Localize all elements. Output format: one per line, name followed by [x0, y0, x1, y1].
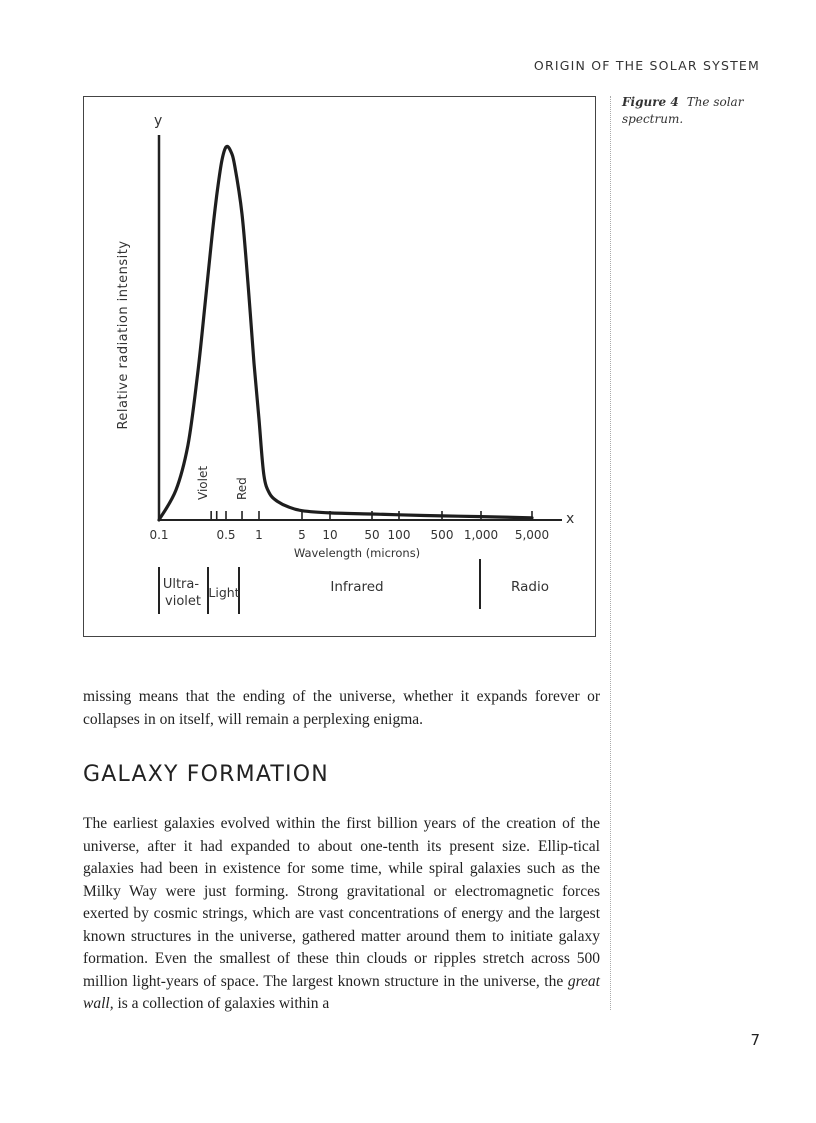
solar-spectrum-chart — [84, 97, 597, 638]
x-tick-label: 100 — [387, 528, 411, 542]
x-tick-label: 1,000 — [463, 528, 499, 542]
region-label-ultraviolet — [163, 577, 203, 609]
figure-frame — [83, 96, 596, 637]
x-tick-label: 0.5 — [216, 528, 236, 542]
figure-label: Figure 4 — [622, 95, 679, 109]
paragraph: missing means that the ending of the universe, whether it expands forever or collapses in on itself, will remain a perplexing enigma. — [83, 688, 600, 728]
x-tick-label: 500 — [430, 528, 454, 542]
x-axis-label: Wavelength (microns) — [293, 546, 421, 560]
x-tick-label: 50 — [364, 528, 380, 542]
x-tick-label: 10 — [322, 528, 338, 542]
x-tick-labels — [149, 528, 549, 542]
region-label-infrared: Infrared — [330, 579, 384, 595]
margin-rule — [610, 96, 611, 1010]
y-axis-letter: y — [154, 113, 163, 129]
x-tick-label: 5 — [298, 528, 306, 542]
x-tick-label: 0.1 — [149, 528, 169, 542]
band-label-red: Red — [235, 477, 249, 500]
band-label-violet: Violet — [196, 465, 210, 500]
x-axis-letter: x — [566, 511, 575, 527]
paragraph-text: The earliest galaxies evolved within the first billion years of the creation of the universe, after it had expanded to about one-tenth its present size. Ellip-tical galaxies had been in existence for some time, while spiral galaxies such as the Milky Way were just forming. Strong gravitational or electromagnetic forces exerted by cosmic strings, which are vast concentrations of energy and the largest known structures in the universe, gathered matter around them to initiate galaxy formation. Even the smallest of these thin clouds or ripples stretch across 500 million light-years of space. The largest known structure in the universe, the — [83, 815, 600, 990]
figure-caption-text: The solar spectrum. — [622, 95, 744, 126]
x-tick-label: 1 — [255, 528, 263, 542]
region-label-light: Light — [208, 585, 240, 600]
x-tick-label: 5,000 — [514, 528, 550, 542]
figure-caption — [622, 94, 762, 128]
running-head: ORIGIN OF THE SOLAR SYSTEM — [533, 58, 760, 73]
paragraph-text: is a collection of galaxies within a — [113, 995, 330, 1012]
region-label-ultraviolet-line1: Ultra- — [162, 577, 200, 592]
region-label-radio: Radio — [511, 579, 549, 595]
section-heading: GALAXY FORMATION — [83, 762, 329, 787]
y-axis-label: Relative radiation intensity — [116, 240, 131, 430]
emphasis-great-wall: great wall, — [83, 972, 600, 1012]
region-label-ultraviolet-line2: violet — [165, 594, 201, 609]
spectrum-curve — [159, 146, 532, 520]
page-number: 7 — [750, 1031, 760, 1049]
paragraph — [83, 813, 600, 1016]
